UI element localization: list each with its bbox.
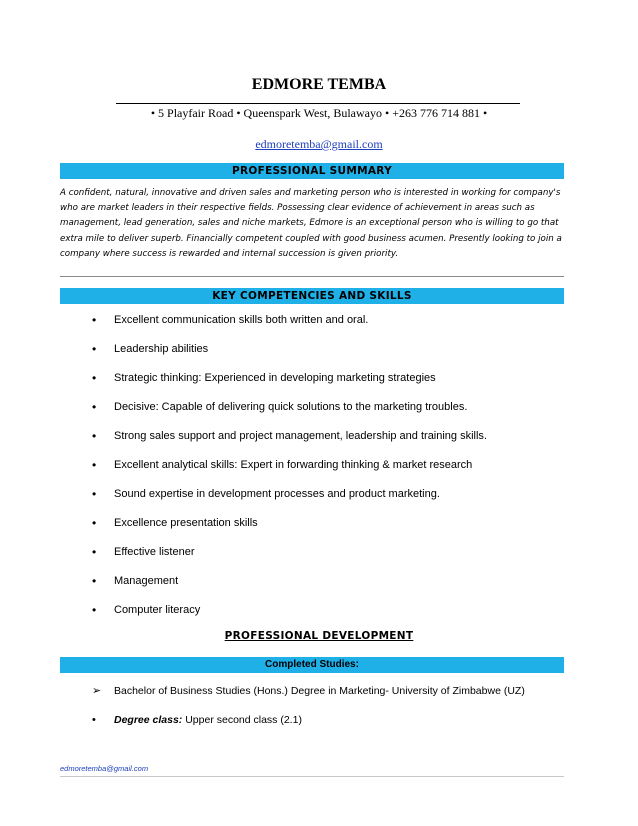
competency-text: Computer literacy [114,604,201,616]
list-item [60,573,564,602]
bullet-icon: • [92,371,97,385]
professional-development-heading: PROFESSIONAL DEVELOPMENT [224,630,414,642]
completed-studies-heading: Completed Studies: [60,657,564,673]
contact-email-link[interactable]: edmoretemba@gmail.com [255,137,383,151]
bullet-icon: • [92,458,97,472]
list-item [60,428,564,457]
list-item [60,457,564,486]
list-item [60,486,564,515]
competency-text: Excellence presentation skills [114,517,258,529]
competency-text: Decisive: Capable of delivering quick solutions to the marketing troubles. [114,401,468,413]
bullet-icon: • [92,487,97,501]
bullet-icon: • [92,429,97,443]
list-item [60,399,564,428]
competencies-list [60,312,564,631]
header-divider [116,103,520,104]
list-item [60,515,564,544]
degree-class-value: Upper second class (2.1) [185,714,302,726]
bullet-icon: • [92,603,97,617]
competency-text: Excellent communication skills both written and oral. [114,314,369,326]
competency-text: Strategic thinking: Experienced in developing marketing strategies [114,372,436,384]
competency-text: Effective listener [114,546,195,558]
summary-divider [60,276,564,277]
key-competencies-heading: KEY COMPETENCIES AND SKILLS [60,288,564,304]
bullet-icon: • [92,545,97,559]
bullet-icon: • [92,342,97,356]
competency-text: Management [114,575,179,587]
competency-text: Sound expertise in development processes and product marketing. [114,488,440,500]
bullet-icon: • [92,313,97,327]
degree-class-text [114,712,302,728]
professional-summary-text: A confident, natural, innovative and driven sales and marketing person who is interested in working for company's who are market leaders in their respective fields. Possessing clear evidence of achievement in areas such as management, lead generation, sales and niche markets, Edmore is an exceptional person who is willing to go that extra mile to deliver superb. Financially competent coupled with good business acumen. Presently looking to join a company where success is rewarded and internal succession is given priority. [60,188,562,259]
competency-text: Leadership abilities [114,343,209,355]
bullet-icon: • [92,574,97,588]
contact-address: • 5 Playfair Road • Queenspark West, Bulawayo • +263 776 714 881 • [150,106,488,120]
list-item [60,602,564,631]
bullet-icon: • [92,714,96,726]
list-item [60,312,564,341]
candidate-name: EDMORE TEMBA [251,76,387,93]
degree-text: Bachelor of Business Studies (Hons.) Degree in Marketing- University of Zimbabwe (UZ) [114,685,525,697]
arrow-bullet-icon: ➢ [92,685,102,697]
list-item [60,370,564,399]
competency-text: Strong sales support and project management, leadership and training skills. [114,430,487,442]
footer-email: edmoretemba@gmail.com [60,764,149,773]
bullet-icon: • [92,400,97,414]
competency-text: Excellent analytical skills: Expert in forwarding thinking & market research [114,459,473,471]
degree-class-label: Degree class: [114,714,183,726]
footer-divider [60,776,564,777]
professional-summary-heading: PROFESSIONAL SUMMARY [60,163,564,179]
list-item [60,341,564,370]
bullet-icon: • [92,516,97,530]
list-item [60,544,564,573]
